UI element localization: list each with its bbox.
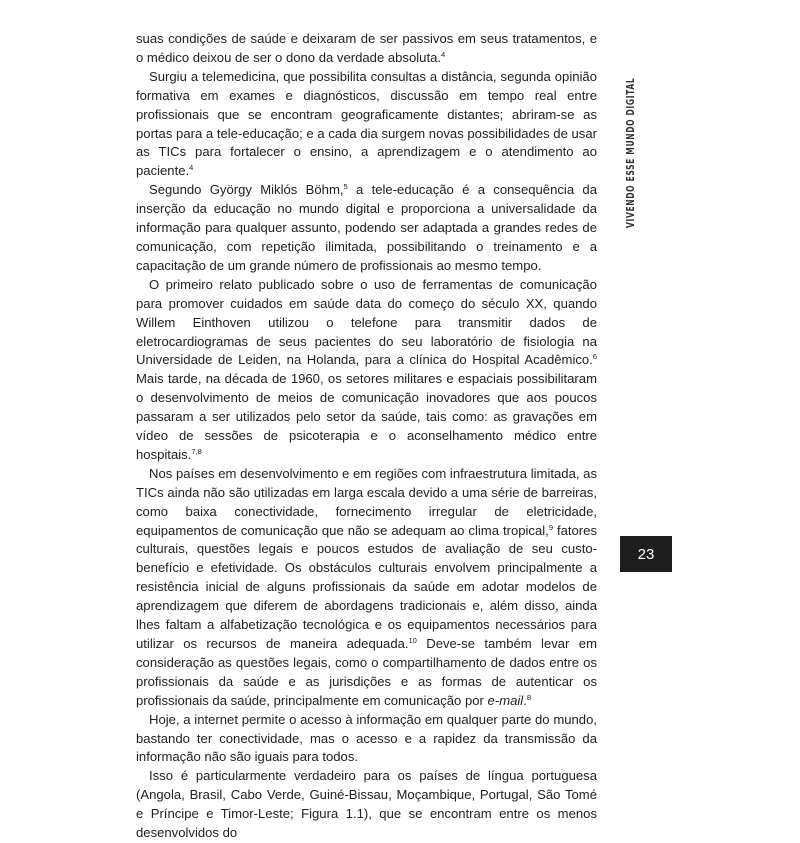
footnote-ref: 9 <box>548 522 553 532</box>
paragraph-7 <box>136 767 597 843</box>
page-number: 23 <box>620 536 672 572</box>
text-run: Hoje, a internet permite o acesso à informação em qualquer parte do mundo, bastando ter conectividade, mas o acesso e a rapidez da transmissão da informação não são iguais para todos. <box>136 711 597 765</box>
italic-term: e-mail <box>487 692 524 708</box>
running-head <box>622 32 642 232</box>
text-run: Isso é particularmente verdadeiro para os países de língua portuguesa (Angola, Brasil, Cabo Verde, Guiné-Bissau, Moçambique, Portugal, São Tomé e Príncipe e Timor-Leste; Figura 1.1), que se encontram entre os menos desenvolvidos do <box>136 768 597 841</box>
paragraph-4 <box>136 276 597 465</box>
body-text <box>136 30 597 843</box>
text-run: Deve-se também levar em consideração as questões legais, como o compartilhamento de dados entre os profissionais da saúde e as jurisdições e as formas de autenticar os profissionais da saúde, principalmente em comunicação por <box>136 636 597 708</box>
text-run: O primeiro relato publicado sobre o uso de ferramentas de comunicação para promover cuidados em saúde data do começo do século XX, quando Willem Einthoven utilizou o telefone para transmitir dados de eletrocardiogramas de seus pacientes do seu laboratório de fisiologia na Universidade de Leiden, na Holanda, para a clínica do Hospital Acadêmico. <box>136 276 597 368</box>
paragraph-5 <box>136 465 597 711</box>
footnote-ref: 7,8 <box>191 446 202 456</box>
footnote-ref: 6 <box>592 352 597 362</box>
text-run: Segundo György Miklós Böhm, <box>149 182 344 198</box>
paragraph-6 <box>136 711 597 768</box>
running-head-text: VIVENDO ESSE MUNDO DIGITAL <box>625 77 637 228</box>
paragraph-3 <box>136 181 597 276</box>
text-run: fatores culturais, questões legais e poucos estudos de avaliação de seu custo-benefício e efetividade. Os obstáculos culturais envolvem principalmente a resistência inicial de alguns profissionais da saúde em adotar modelos de aprendizagem que diferem de abordagens tradicionais e, além disso, ainda lhes faltam a alfabetização tecnológica e os equipamentos necessários para utilizar os recursos de maneira adequada. <box>136 522 597 651</box>
footnote-ref: 5 <box>343 182 348 192</box>
text-run: Surgiu a telemedicina, que possibilita consultas a distância, segunda opinião formativa em exames e diagnósticos, discussão em tempo real entre profissionais que se encontram geograficamente distantes; abriram-se as portas para a tele-educação; e a cada dia surgem novas possibilidades de usar as TICs para fortalecer o ensino, a aprendizagem e o atendimento ao paciente. <box>136 68 597 179</box>
footnote-ref: 8 <box>526 692 532 702</box>
paragraph-1 <box>136 30 597 68</box>
text-run: Nos países em desenvolvimento e em regiões com infraestrutura limitada, as TICs ainda não são utilizadas em larga escala devido a uma série de barreiras, como baixa conectividade, fornecimento irregular de eletricidade, equipamentos de comunicação que não se adequam ao clima tropical, <box>136 465 597 538</box>
footnote-ref: 10 <box>408 636 417 645</box>
text-run: suas condições de saúde e deixaram de ser passivos em seus tratamentos, e o médico deixou de ser o dono da verdade absoluta. <box>136 31 597 65</box>
text-run: a tele-educação é a consequência da inserção da educação no mundo digital e proporciona a universalidade da informação para qualquer assunto, podendo ser adaptada a grandes redes de comunicação, com repetição ilimitada, possibilitando o treinamento e a capacitação de um grande número de profissionais ao mesmo tempo. <box>136 182 597 273</box>
footnote-ref: 4 <box>189 163 194 173</box>
text-run: Mais tarde, na década de 1960, os setores militares e espaciais possibilitaram o desenvolvimento de meios de comunicação inovadores que aos poucos passaram a ser utilizados pelo setor da saúde, tais como: as gravações em vídeo de sessões de psicoterapia e o aconselhamento médico entre hospitais. <box>136 371 597 462</box>
text-run: . <box>523 692 527 708</box>
paragraph-2 <box>136 68 597 181</box>
footnote-ref: 4 <box>441 49 446 59</box>
